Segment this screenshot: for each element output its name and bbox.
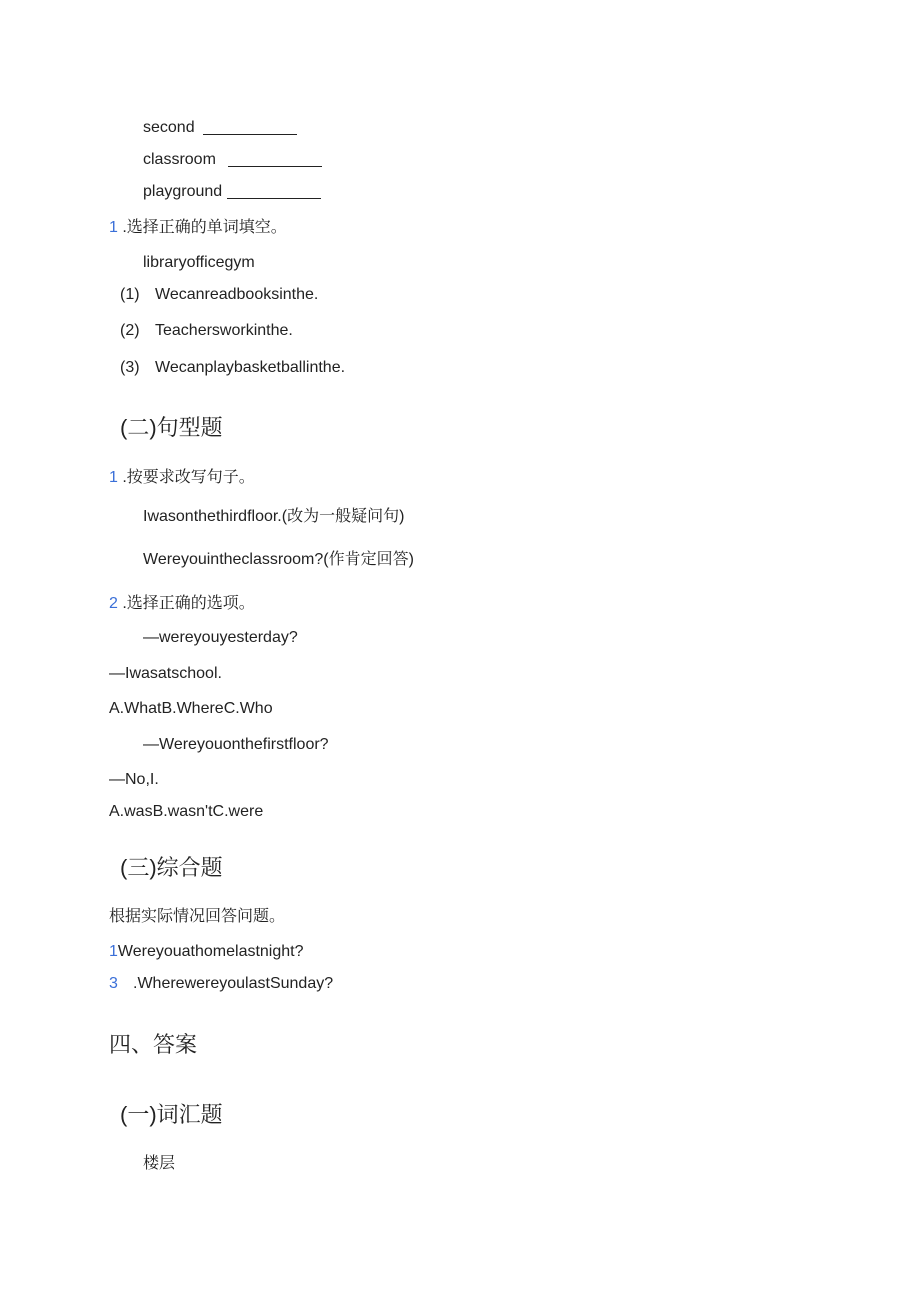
instruction-text: 根据实际情况回答问题。 xyxy=(109,908,286,925)
section-heading: 四、答案 xyxy=(109,1032,198,1057)
list-item xyxy=(120,285,318,305)
item-label: (2) xyxy=(120,322,140,339)
answer-blank[interactable] xyxy=(227,198,321,199)
vocab-word: playground xyxy=(143,183,223,200)
question-number: 1 xyxy=(109,469,118,486)
item-text: Teachersworkinthe. xyxy=(155,322,293,339)
options-line: A.WhatB.WhereC.Who xyxy=(109,700,273,717)
vocab-line-2 xyxy=(143,150,322,170)
question-number: 2 xyxy=(109,595,118,612)
answer-blank[interactable] xyxy=(203,134,297,135)
sentence: Iwasonthethirdfloor.(改为一般疑问句) xyxy=(143,508,405,525)
question-2-title xyxy=(109,594,255,614)
dialogue-line: —Wereyouonthefirstfloor? xyxy=(143,736,329,753)
item-text: Wecanplaybasketballinthe. xyxy=(155,359,346,376)
question-text: .选择正确的单词填空。 xyxy=(122,219,287,236)
question-line xyxy=(109,942,304,962)
dialogue-line: —No,I. xyxy=(109,771,159,788)
vocab-line-1 xyxy=(143,118,297,138)
answer-blank[interactable] xyxy=(228,166,322,167)
sub-heading: (一)词汇题 xyxy=(120,1102,223,1127)
question-1-title xyxy=(109,468,255,488)
word-bank: libraryofficegym xyxy=(143,254,255,271)
question-text: .WherewereyoulastSunday? xyxy=(133,975,334,992)
sentence: Wereyouintheclassroom?(作肯定回答) xyxy=(143,551,414,568)
question-text: .按要求改写句子。 xyxy=(122,469,255,486)
vocab-word: classroom xyxy=(143,151,216,168)
question-number: 1 xyxy=(109,943,118,960)
item-label: (3) xyxy=(120,359,140,376)
question-text: .选择正确的选项。 xyxy=(122,595,255,612)
question-line xyxy=(109,974,333,994)
vocab-word: second xyxy=(143,119,195,136)
item-label: (1) xyxy=(120,286,140,303)
list-item xyxy=(120,358,345,378)
vocab-line-3 xyxy=(143,182,321,202)
dialogue-line: —Iwasatschool. xyxy=(109,665,222,682)
list-item xyxy=(120,321,293,341)
section-heading: (二)句型题 xyxy=(120,415,223,440)
options-line: A.wasB.wasn'tC.were xyxy=(109,803,264,820)
item-text: Wecanreadbooksinthe. xyxy=(155,286,319,303)
question-number: 3 xyxy=(109,975,118,992)
question-number: 1 xyxy=(109,219,118,236)
question-1-title xyxy=(109,218,287,238)
dialogue-line: —wereyouyesterday? xyxy=(143,629,298,646)
section-heading: (三)综合题 xyxy=(120,855,223,880)
answer-text: 楼层 xyxy=(143,1155,176,1172)
question-text: Wereyouathomelastnight? xyxy=(117,943,304,960)
